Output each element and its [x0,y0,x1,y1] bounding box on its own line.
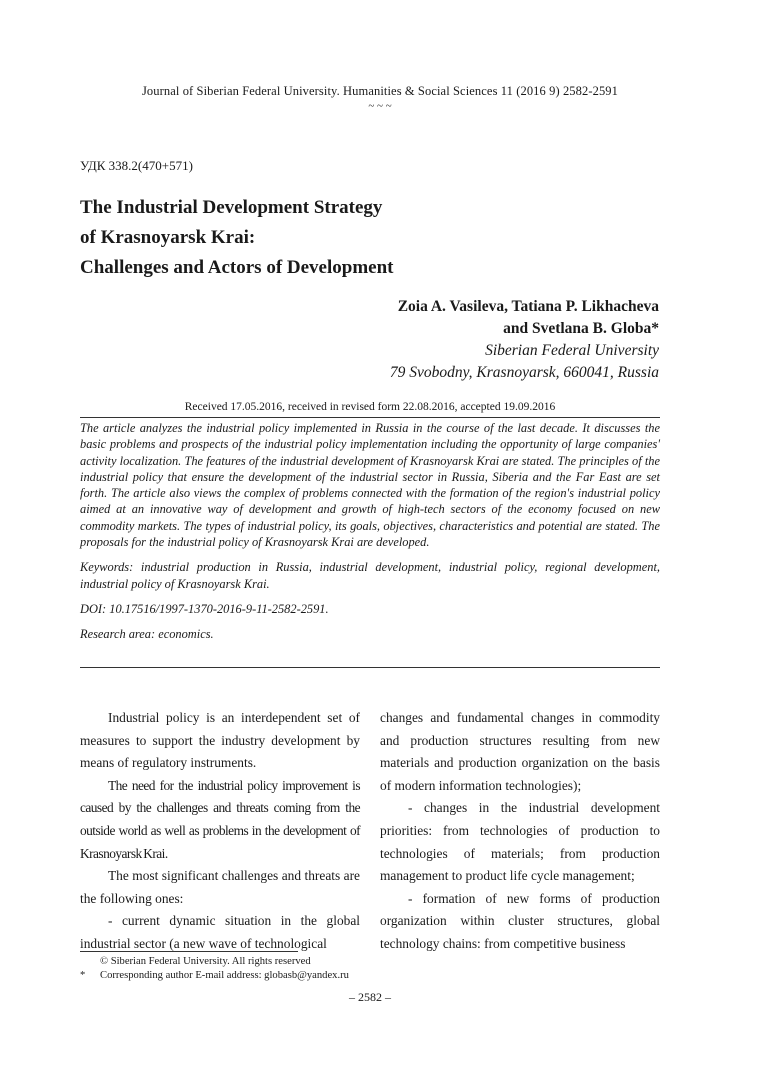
title-line-1: The Industrial Development Strategy [80,197,383,218]
body-paragraph: changes and fundamental changes in commodity and production structures resulting from new materials and production organization on the basis of modern information technologies); [380,710,660,793]
footnote-mark: * [80,970,86,981]
footnotes [80,955,349,983]
abstract-top-rule [80,417,660,418]
corresponding-author-note [80,969,349,983]
doi: DOI: 10.17516/1997-1370-2016-9-11-2582-2591. [80,601,329,616]
article-title [80,193,500,283]
corresponding-text: Corresponding author E-mail address: globasb@yandex.ru [100,970,349,981]
address: 79 Svobodny, Krasnoyarsk, 660041, Russia [389,364,659,381]
footnote-rule [80,951,298,952]
abstract-bottom-rule [80,667,660,668]
body-paragraph: Industrial policy is an interdependent set of measures to support the industry development by means of regulatory instruments. [80,710,360,771]
body-paragraph: The need for the industrial policy improvement is caused by the challenges and threats coming from the outside world as well as problems in the development of Krasnoyarsk Krai. [80,777,360,861]
research-area: Research area: economics. [80,627,214,642]
abstract-text: The article analyzes the industrial policy implemented in Russia in the course of the last decade. It discusses the basic problems and prospects of the industrial policy implementation including the opportunity of large companies' activity localization. The features of the industrial development of Krasnoyarsk Krai are stated. The principles of the industrial policy that ensure the development of the industrial sector in Russia, Siberia and the Far East are set forth. The article also views the complex of problems connected with the formation of the region's industrial policy aimed at an innovative way of development and growth of high-tech sectors of the economy focused on new commodity markets. The types of industrial policy, its goals, objectives, characteristics and potential are stated. The proposals for the industrial policy of Krasnoyarsk Krai are developed. [80,421,660,550]
abstract-block [80,420,660,643]
body-list-item: - changes in the industrial development priorities: from technologies of production to technologies of materials; from production management to product life cycle management; [380,800,660,884]
author-block [390,296,659,384]
body-paragraph: The most significant challenges and threats are the following ones: [80,868,360,906]
header-ornament: ~ ~ ~ [368,100,392,112]
copyright-note [80,955,349,969]
body-list-item: - current dynamic situation in the global industrial sector (a new wave of technological [80,913,360,951]
received-dates: Received 17.05.2016, received in revised form 22.08.2016, accepted 19.09.2016 [184,401,556,413]
copyright-text: © Siberian Federal University. All rights reserved [100,956,311,967]
title-line-3: Challenges and Actors of Development [80,257,394,278]
authors-line-1: Zoia A. Vasileva, Tatiana P. Likhacheva [397,298,659,315]
authors-line-2: and Svetlana B. Globa* [503,320,659,337]
body-column-left [80,707,360,956]
udk-code: УДК 338.2(470+571) [80,158,193,173]
affiliation: Siberian Federal University [485,342,659,359]
keywords: Keywords: industrial production in Russia, industrial development, industrial policy, regional development, industrial policy of Krasnoyarsk Krai. [80,560,660,591]
journal-header: Journal of Siberian Federal University. Humanities & Social Sciences 11 (2016 9) 2582-2591 [141,84,619,98]
title-line-2: of Krasnoyarsk Krai: [80,227,256,248]
body-column-right [380,707,660,956]
body-list-item: - formation of new forms of production organization within cluster structures, global technology chains: from competitive business [380,890,660,951]
page-number: – 2582 – [349,990,391,1004]
